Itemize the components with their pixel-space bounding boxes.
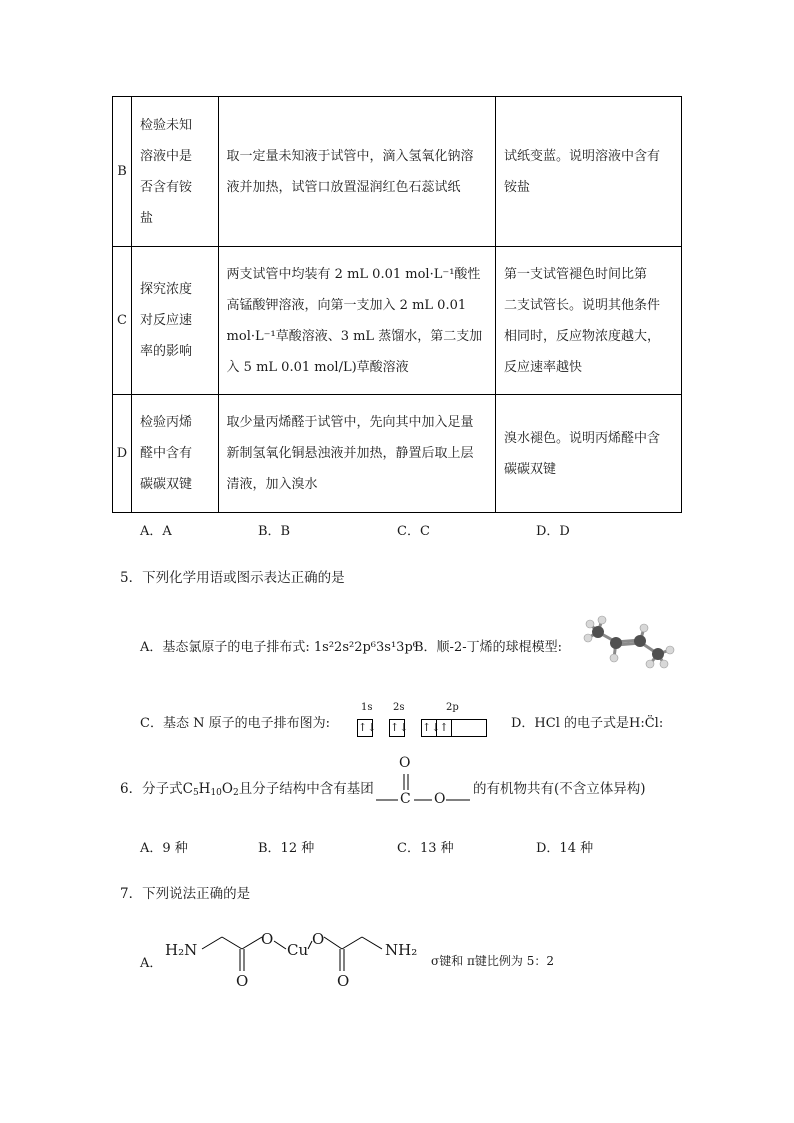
struct-nh2: NH₂: [385, 941, 418, 959]
q5-option-c[interactable]: C．基态 N 原子的电子排布图为:: [140, 716, 330, 731]
table-cell-line: 碳碳双键: [504, 461, 557, 477]
q6-stem-suffix: 的有机物共有(不含立体异构): [473, 781, 646, 797]
copper-glycinate-structure: [160, 925, 430, 995]
table-cell-operation: [218, 395, 495, 513]
q4-option-d[interactable]: D．D: [536, 524, 570, 539]
q7-stem: 7．下列说法正确的是: [120, 886, 251, 902]
table-cell-conclusion: [496, 247, 682, 395]
table-cell-line: 液并加热，试管口放置湿润红色石蕊试纸: [226, 179, 461, 195]
q7-option-a-label[interactable]: A．: [140, 956, 163, 971]
table-cell-conclusion: [496, 395, 682, 513]
ester-group-o-right: O: [434, 791, 446, 807]
ester-group-c: C: [400, 791, 411, 807]
q5-option-b[interactable]: B．顺-2-丁烯的球棍模型:: [414, 640, 562, 655]
table-cell-operation: [218, 247, 495, 395]
q4-option-b[interactable]: B．B: [258, 524, 291, 539]
q4-option-c[interactable]: C．C: [397, 524, 430, 539]
q4-option-a[interactable]: A．A: [140, 524, 172, 539]
table-cell-line: 检验丙烯: [139, 415, 192, 430]
experiment-table: [112, 96, 682, 513]
table-cell-line: 高锰酸钾溶液，向第一支加入 2 mL 0.01: [226, 297, 467, 313]
orbital-box-2p-3: [451, 719, 487, 737]
table-cell-conclusion: [496, 97, 682, 247]
table-cell-line: 否含有铵: [139, 179, 192, 195]
struct-o3: O: [236, 972, 249, 990]
table-cell-line: 溶液中是: [139, 148, 192, 164]
table-cell-purpose: [131, 247, 218, 395]
table-cell-line: 碳碳双键: [139, 477, 192, 492]
table-cell-line: 新制氢氧化铜悬浊液并加热，静置后取上层: [226, 446, 474, 461]
q5-option-a[interactable]: [140, 636, 418, 655]
table-cell-line: 清液，加入溴水: [226, 477, 318, 492]
orbital-box-2p-2: ↑: [436, 719, 452, 737]
q5-option-a-config: 1s²2s²2p⁶3s¹3p⁶: [313, 640, 418, 655]
table-cell-line: 醛中含有: [139, 446, 192, 461]
table-cell-line: 对反应速: [139, 313, 192, 328]
orbital-box-2p-1: ↑↓: [421, 719, 437, 737]
table-cell-operation: [218, 97, 495, 247]
table-cell-line: 反应速率越快: [504, 359, 583, 375]
table-cell-purpose: [131, 97, 218, 247]
table-cell-letter: B: [113, 97, 132, 247]
struct-o4: O: [337, 972, 350, 990]
table-cell-line: 率的影响: [139, 344, 192, 359]
q5-option-d[interactable]: [511, 712, 663, 731]
q5-option-d-label: D．HCl 的电子式是: [511, 716, 629, 731]
table-row: [113, 247, 682, 395]
q6-option-c[interactable]: C．13 种: [397, 841, 454, 856]
cis-2-butene-ball-stick-model: [580, 610, 680, 672]
table-cell-letter: D: [113, 395, 132, 513]
orbital-box-1s: ↑↓: [357, 719, 373, 737]
q6-option-b[interactable]: B．12 种: [258, 841, 315, 856]
q6-stem-mid: 且分子结构中含有基团: [238, 781, 374, 797]
q6-stem: [120, 777, 374, 798]
table-row: [113, 395, 682, 513]
table-cell-line: 试纸变蓝。说明溶液中含有: [504, 148, 661, 164]
table-cell-line: 相同时，反应物浓度越大，: [504, 328, 661, 344]
table-cell-line: mol·L⁻¹草酸溶液、3 mL 蒸馏水，第二支加: [226, 328, 483, 344]
orbital-label-2p: 2p: [446, 702, 459, 713]
table-cell-letter: C: [113, 247, 132, 395]
table-cell-line: 第一支试管褪色时间比第: [504, 266, 648, 282]
q6-option-a[interactable]: A．9 种: [140, 841, 188, 856]
struct-h2n: H₂N: [165, 941, 198, 959]
ester-group-bonds: [370, 770, 480, 810]
q6-option-d[interactable]: D．14 种: [536, 841, 594, 856]
table-cell-line: 铵盐: [504, 179, 531, 195]
table-cell-line: 盐: [139, 210, 153, 226]
q6-stem-prefix: 6．分子式: [120, 781, 183, 797]
table-cell-line: 入 5 mL 0.01 mol/L)草酸溶液: [226, 359, 409, 375]
orbital-label-1s: 1s: [361, 702, 373, 713]
q6-formula: $C_5H_{10}O_2$: [182, 781, 239, 798]
table-cell-line: 取一定量未知液于试管中，滴入氢氧化钠溶: [226, 148, 474, 164]
struct-o2: O: [312, 930, 325, 948]
table-cell-line: 两支试管中均装有 2 mL 0.01 mol·L⁻¹酸性: [226, 266, 481, 282]
q5-option-a-label: A．基态氯原子的电子排布式:: [140, 640, 314, 655]
orbital-label-2s: 2s: [393, 702, 405, 713]
table-cell-line: 二支试管长。说明其他条件: [504, 297, 661, 313]
q5-stem: 5．下列化学用语或图示表达正确的是: [120, 570, 345, 586]
table-cell-line: 溴水褪色。说明丙烯醛中含: [504, 430, 661, 446]
table-cell-line: 探究浓度: [139, 282, 192, 297]
orbital-box-2s: ↑↓: [389, 719, 405, 737]
ester-group-o-top: O: [399, 755, 411, 771]
table-cell-line: 检验未知: [139, 117, 192, 133]
hcl-electron-formula: H:C̈l:: [629, 716, 664, 731]
q7-option-a-text: σ键和 π键比例为 5：2: [431, 954, 554, 968]
table-cell-purpose: [131, 395, 218, 513]
table-cell-line: 取少量丙烯醛于试管中，先向其中加入足量: [226, 415, 474, 430]
struct-cu: Cu: [287, 941, 309, 959]
table-row: [113, 97, 682, 247]
struct-o1: O: [261, 930, 274, 948]
